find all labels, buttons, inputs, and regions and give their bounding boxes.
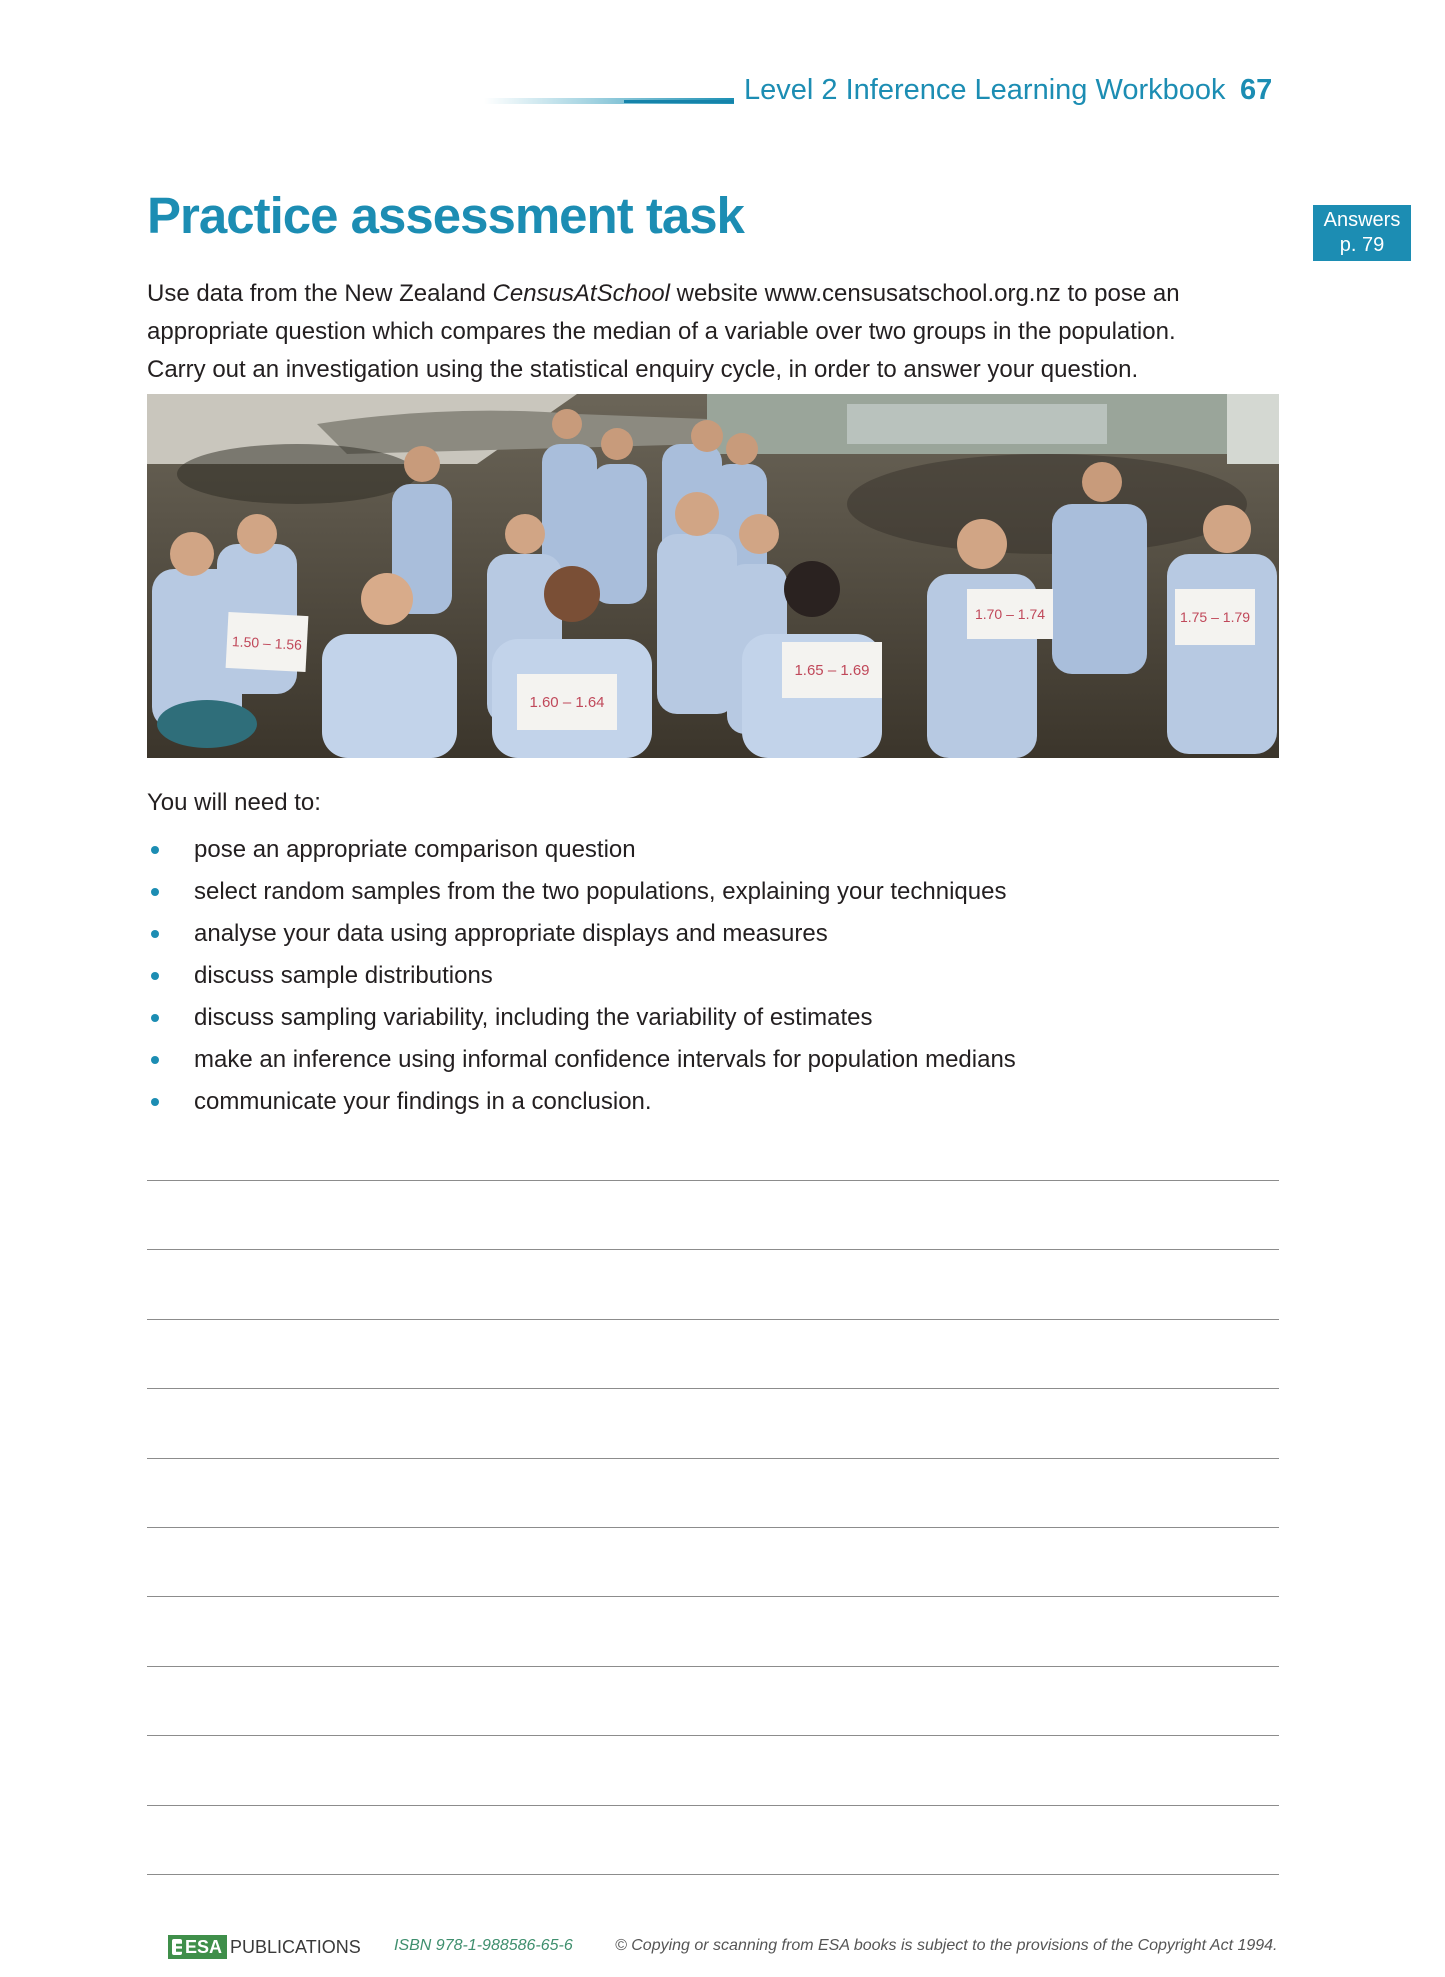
- bullet-icon: [151, 930, 159, 938]
- answers-tab[interactable]: [1313, 205, 1411, 261]
- list-item-text: select random samples from the two populations, explaining your techniques: [194, 878, 1007, 905]
- head: [1082, 462, 1122, 502]
- bullet-icon: [151, 1014, 159, 1022]
- student: [322, 634, 457, 758]
- height-sign-label-2: 1.60 – 1.64: [529, 694, 605, 711]
- isbn: ISBN 978-1-988586-65-6: [394, 1937, 573, 1954]
- student: [657, 534, 737, 714]
- photo-illustration: [147, 394, 1279, 758]
- running-title: Level 2 Inference Learning Workbook: [744, 74, 1226, 106]
- answer-line: [147, 1596, 1279, 1597]
- head: [544, 566, 600, 622]
- list-item: [147, 1081, 1016, 1123]
- intro-line-1: [147, 275, 1287, 313]
- bullet-icon: [151, 1056, 159, 1064]
- esa-logo-icon: [172, 1939, 182, 1955]
- students-holding-signs-photo: [147, 394, 1279, 758]
- head: [739, 514, 779, 554]
- head: [675, 492, 719, 536]
- window-band: [847, 404, 1107, 444]
- list-item: [147, 997, 1016, 1039]
- wall: [1227, 394, 1279, 464]
- list-item-text: pose an appropriate comparison question: [194, 836, 636, 863]
- list-item-text: make an inference using informal confidence intervals for population medians: [194, 1046, 1016, 1073]
- answer-line: [147, 1527, 1279, 1528]
- list-item: [147, 1039, 1016, 1081]
- intro-line-3: Carry out an investigation using the statistical enquiry cycle, in order to answer your question.: [147, 356, 1139, 383]
- intro-line-1-prefix: Use data from the New Zealand: [147, 280, 493, 307]
- page-title: Practice assessment task: [147, 187, 744, 244]
- answer-line: [147, 1805, 1279, 1806]
- esa-publications-logo: [168, 1935, 361, 1959]
- list-item: [147, 829, 1016, 871]
- head: [1203, 505, 1251, 553]
- intro-line-2: appropriate question which compares the median of a variable over two groups in the population.: [147, 318, 1176, 345]
- student: [1052, 504, 1147, 674]
- list-item: [147, 913, 1016, 955]
- page-number: 67: [1240, 74, 1273, 106]
- list-item-text: discuss sample distributions: [194, 962, 493, 989]
- answer-line: [147, 1388, 1279, 1389]
- head: [505, 514, 545, 554]
- answer-line: [147, 1180, 1279, 1181]
- bullet-icon: [151, 1098, 159, 1106]
- height-sign-label-4: 1.70 – 1.74: [974, 606, 1046, 622]
- list-item-text: analyse your data using appropriate displays and measures: [194, 920, 828, 947]
- bullet-icon: [151, 846, 159, 854]
- shadow: [847, 454, 1247, 554]
- intro-paragraph: [147, 275, 1287, 389]
- head: [361, 573, 413, 625]
- height-sign-label-3: 1.65 – 1.69: [794, 662, 870, 679]
- head: [957, 519, 1007, 569]
- header-decorative-rule: [484, 98, 734, 104]
- head: [170, 532, 214, 576]
- head: [237, 514, 277, 554]
- answer-line: [147, 1458, 1279, 1459]
- bin: [157, 700, 257, 748]
- copyright-notice: © Copying or scanning from ESA books is subject to the provisions of the Copyright Act 1994.: [615, 1937, 1278, 1954]
- height-sign-label-5: 1.75 – 1.79: [1179, 609, 1251, 625]
- head: [691, 420, 723, 452]
- student: [592, 464, 647, 604]
- requirements-list: [147, 829, 1016, 1123]
- esa-logo-box: [168, 1935, 227, 1959]
- esa-logo-text: ESA: [185, 1937, 223, 1957]
- census-at-school-name: CensusAtSchool: [492, 280, 670, 307]
- list-item: [147, 871, 1016, 913]
- requirements-label: You will need to:: [147, 789, 321, 816]
- answer-line: [147, 1735, 1279, 1736]
- student: [1167, 554, 1277, 754]
- height-sign-label-1: 1.50 – 1.56: [231, 633, 303, 653]
- head: [784, 561, 840, 617]
- publisher-name: PUBLICATIONS: [230, 1936, 361, 1957]
- answer-line: [147, 1874, 1279, 1875]
- answers-tab-page: p. 79: [1339, 234, 1385, 256]
- answers-tab-label: Answers: [1323, 209, 1401, 231]
- list-item: [147, 955, 1016, 997]
- list-item-text: discuss sampling variability, including the variability of estimates: [194, 1004, 873, 1031]
- answer-line: [147, 1249, 1279, 1250]
- intro-line-1-suffix: website www.censusatschool.org.nz to pose an: [669, 280, 1180, 307]
- answer-line: [147, 1666, 1279, 1667]
- head: [404, 446, 440, 482]
- bullet-icon: [151, 888, 159, 896]
- shadow: [177, 444, 417, 504]
- head: [552, 409, 582, 439]
- list-item-text: communicate your findings in a conclusion.: [194, 1088, 652, 1115]
- head: [601, 428, 633, 460]
- bullet-icon: [151, 972, 159, 980]
- head: [726, 433, 758, 465]
- answer-line: [147, 1319, 1279, 1320]
